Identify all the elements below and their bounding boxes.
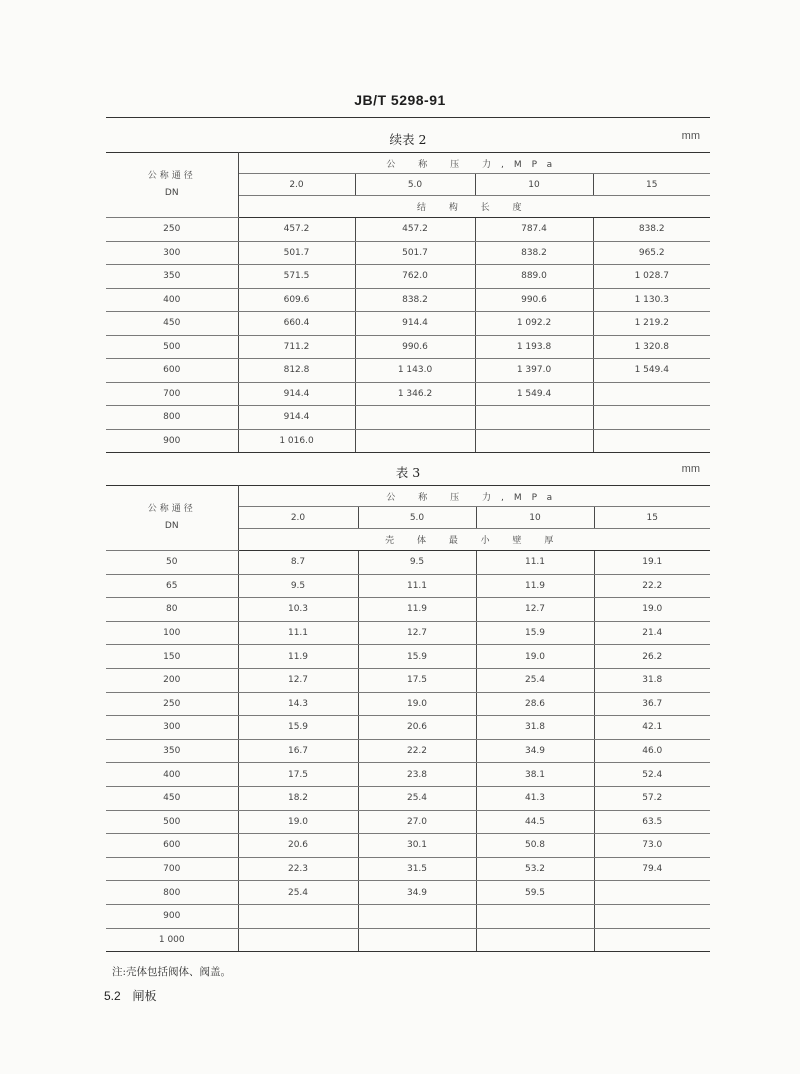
value-cell: 19.0 — [358, 692, 476, 716]
value-cell: 31.5 — [358, 857, 476, 881]
value-cell: 46.0 — [594, 739, 710, 763]
value-cell: 31.8 — [594, 668, 710, 692]
value-cell: 787.4 — [475, 218, 593, 242]
value-cell: 1 143.0 — [355, 359, 475, 383]
row-header-label: 公称通径 — [147, 504, 196, 514]
value-cell: 838.2 — [593, 218, 710, 242]
value-cell: 16.7 — [238, 739, 358, 763]
table3-subheader: 壳 体 最 小 壁 厚 — [238, 529, 710, 551]
value-cell: 11.1 — [358, 574, 476, 598]
value-cell: 812.8 — [238, 359, 355, 383]
value-cell — [593, 382, 710, 406]
dn-cell: 250 — [106, 692, 238, 716]
value-cell: 762.0 — [355, 265, 475, 289]
value-cell: 457.2 — [238, 218, 355, 242]
value-cell: 15.9 — [358, 645, 476, 669]
value-cell: 30.1 — [358, 834, 476, 858]
value-cell: 1 346.2 — [355, 382, 475, 406]
dn-cell: 400 — [106, 288, 238, 312]
value-cell: 12.7 — [476, 598, 594, 622]
dn-cell: 300 — [106, 241, 238, 265]
value-cell: 11.1 — [238, 621, 358, 645]
table2-caption — [106, 130, 710, 146]
value-cell: 22.2 — [358, 739, 476, 763]
table-row — [106, 382, 710, 406]
value-cell: 457.2 — [355, 218, 475, 242]
pressure-column-header: 2.0 — [238, 174, 355, 196]
value-cell: 1 549.4 — [593, 359, 710, 383]
row-header — [106, 153, 238, 218]
table-row — [106, 551, 710, 575]
dn-cell: 400 — [106, 763, 238, 787]
value-cell — [355, 429, 475, 453]
value-cell — [476, 904, 594, 928]
table-row — [106, 359, 710, 383]
value-cell: 20.6 — [358, 716, 476, 740]
dn-cell: 500 — [106, 335, 238, 359]
value-cell — [593, 406, 710, 430]
value-cell: 1 092.2 — [475, 312, 593, 336]
value-cell: 1 549.4 — [475, 382, 593, 406]
dn-cell: 900 — [106, 429, 238, 453]
value-cell: 12.7 — [358, 621, 476, 645]
table2-subheader: 结 构 长 度 — [238, 196, 710, 218]
table-row — [106, 312, 710, 336]
value-cell: 53.2 — [476, 857, 594, 881]
table2-title: 续表 2 — [389, 132, 427, 147]
table-row — [106, 621, 710, 645]
table2 — [106, 152, 710, 453]
value-cell: 50.8 — [476, 834, 594, 858]
value-cell: 914.4 — [238, 406, 355, 430]
dn-cell: 100 — [106, 621, 238, 645]
table2-unit: mm — [681, 130, 700, 142]
value-cell — [355, 406, 475, 430]
value-cell: 838.2 — [355, 288, 475, 312]
value-cell: 27.0 — [358, 810, 476, 834]
standard-number: JB/T 5298-91 — [354, 92, 446, 108]
value-cell: 12.7 — [238, 668, 358, 692]
table3 — [106, 485, 710, 952]
dn-cell: 700 — [106, 382, 238, 406]
table-row — [106, 739, 710, 763]
value-cell: 838.2 — [475, 241, 593, 265]
value-cell: 15.9 — [238, 716, 358, 740]
value-cell — [238, 904, 358, 928]
dn-cell: 150 — [106, 645, 238, 669]
value-cell: 19.0 — [476, 645, 594, 669]
value-cell: 25.4 — [476, 668, 594, 692]
value-cell: 59.5 — [476, 881, 594, 905]
value-cell: 609.6 — [238, 288, 355, 312]
value-cell: 1 028.7 — [593, 265, 710, 289]
value-cell: 57.2 — [594, 786, 710, 810]
dn-cell: 350 — [106, 265, 238, 289]
value-cell: 1 219.2 — [593, 312, 710, 336]
value-cell — [594, 881, 710, 905]
value-cell: 26.2 — [594, 645, 710, 669]
pressure-column-header: 10 — [475, 174, 593, 196]
table-row — [106, 668, 710, 692]
table-row — [106, 928, 710, 952]
table-row — [106, 645, 710, 669]
value-cell: 9.5 — [358, 551, 476, 575]
table-row — [106, 265, 710, 289]
dn-cell: 1 000 — [106, 928, 238, 952]
pressure-column-header: 15 — [594, 507, 710, 529]
value-cell — [475, 429, 593, 453]
value-cell: 79.4 — [594, 857, 710, 881]
dn-cell: 800 — [106, 406, 238, 430]
value-cell: 1 016.0 — [238, 429, 355, 453]
table-row — [106, 763, 710, 787]
dn-cell: 700 — [106, 857, 238, 881]
value-cell: 21.4 — [594, 621, 710, 645]
dn-cell: 50 — [106, 551, 238, 575]
value-cell: 965.2 — [593, 241, 710, 265]
value-cell: 571.5 — [238, 265, 355, 289]
table-row — [106, 786, 710, 810]
table-row — [106, 241, 710, 265]
table-row — [106, 810, 710, 834]
value-cell: 10.3 — [238, 598, 358, 622]
value-cell: 914.4 — [238, 382, 355, 406]
value-cell: 17.5 — [238, 763, 358, 787]
value-cell: 990.6 — [355, 335, 475, 359]
value-cell: 8.7 — [238, 551, 358, 575]
table-row — [106, 335, 710, 359]
value-cell: 28.6 — [476, 692, 594, 716]
value-cell: 42.1 — [594, 716, 710, 740]
pressure-column-header: 10 — [476, 507, 594, 529]
value-cell: 914.4 — [355, 312, 475, 336]
value-cell: 19.0 — [594, 598, 710, 622]
value-cell: 19.0 — [238, 810, 358, 834]
header-rule — [106, 117, 710, 118]
row-header-symbol: DN — [164, 521, 179, 531]
pressure-column-header: 5.0 — [355, 174, 475, 196]
section-number: 5.2 — [104, 989, 121, 1003]
value-cell: 44.5 — [476, 810, 594, 834]
row-header-label: 公称通径 — [147, 171, 196, 181]
value-cell: 1 130.3 — [593, 288, 710, 312]
table3-title: 表 3 — [395, 465, 421, 480]
table-row — [106, 429, 710, 453]
dn-cell: 450 — [106, 312, 238, 336]
value-cell — [594, 928, 710, 952]
table-row — [106, 857, 710, 881]
value-cell: 22.2 — [594, 574, 710, 598]
dn-cell: 250 — [106, 218, 238, 242]
pressure-column-header: 5.0 — [358, 507, 476, 529]
table-row — [106, 218, 710, 242]
value-cell — [238, 928, 358, 952]
table-row — [106, 692, 710, 716]
value-cell: 19.1 — [594, 551, 710, 575]
value-cell — [358, 928, 476, 952]
table3-caption — [106, 463, 710, 479]
value-cell: 36.7 — [594, 692, 710, 716]
value-cell: 41.3 — [476, 786, 594, 810]
table-row — [106, 574, 710, 598]
pressure-column-header: 15 — [593, 174, 710, 196]
value-cell: 22.3 — [238, 857, 358, 881]
value-cell: 25.4 — [358, 786, 476, 810]
value-cell: 660.4 — [238, 312, 355, 336]
row-header — [106, 486, 238, 551]
value-cell — [476, 928, 594, 952]
value-cell: 17.5 — [358, 668, 476, 692]
value-cell: 15.9 — [476, 621, 594, 645]
value-cell: 52.4 — [594, 763, 710, 787]
value-cell: 501.7 — [355, 241, 475, 265]
pressure-header: 公 称 压 力,MPa — [238, 153, 710, 174]
dn-cell: 350 — [106, 739, 238, 763]
table-row — [106, 598, 710, 622]
table-row — [106, 716, 710, 740]
table-note: 注:壳体包括阀体、阀盖。 — [112, 966, 232, 978]
table3-unit: mm — [681, 463, 700, 475]
table-row — [106, 834, 710, 858]
value-cell — [358, 904, 476, 928]
table-row — [106, 904, 710, 928]
value-cell: 990.6 — [475, 288, 593, 312]
value-cell: 25.4 — [238, 881, 358, 905]
table-row — [106, 406, 710, 430]
section-heading — [104, 987, 157, 1004]
value-cell: 11.9 — [238, 645, 358, 669]
value-cell: 501.7 — [238, 241, 355, 265]
dn-cell: 600 — [106, 359, 238, 383]
value-cell: 1 397.0 — [475, 359, 593, 383]
pressure-header: 公 称 压 力,MPa — [238, 486, 710, 507]
dn-cell: 200 — [106, 668, 238, 692]
dn-cell: 450 — [106, 786, 238, 810]
value-cell: 34.9 — [358, 881, 476, 905]
value-cell: 11.9 — [358, 598, 476, 622]
dn-cell: 80 — [106, 598, 238, 622]
section-title: 闸板 — [132, 989, 157, 1003]
value-cell: 23.8 — [358, 763, 476, 787]
value-cell: 711.2 — [238, 335, 355, 359]
table-row — [106, 881, 710, 905]
dn-cell: 800 — [106, 881, 238, 905]
value-cell: 14.3 — [238, 692, 358, 716]
value-cell: 34.9 — [476, 739, 594, 763]
value-cell: 889.0 — [475, 265, 593, 289]
dn-cell: 300 — [106, 716, 238, 740]
table-row — [106, 288, 710, 312]
dn-cell: 500 — [106, 810, 238, 834]
value-cell: 73.0 — [594, 834, 710, 858]
row-header-symbol: DN — [164, 188, 179, 198]
value-cell: 11.1 — [476, 551, 594, 575]
pressure-column-header: 2.0 — [238, 507, 358, 529]
value-cell — [594, 904, 710, 928]
value-cell: 1 320.8 — [593, 335, 710, 359]
value-cell: 38.1 — [476, 763, 594, 787]
value-cell: 20.6 — [238, 834, 358, 858]
value-cell: 63.5 — [594, 810, 710, 834]
value-cell — [475, 406, 593, 430]
value-cell — [593, 429, 710, 453]
dn-cell: 600 — [106, 834, 238, 858]
value-cell: 31.8 — [476, 716, 594, 740]
value-cell: 11.9 — [476, 574, 594, 598]
dn-cell: 65 — [106, 574, 238, 598]
value-cell: 9.5 — [238, 574, 358, 598]
dn-cell: 900 — [106, 904, 238, 928]
value-cell: 18.2 — [238, 786, 358, 810]
value-cell: 1 193.8 — [475, 335, 593, 359]
